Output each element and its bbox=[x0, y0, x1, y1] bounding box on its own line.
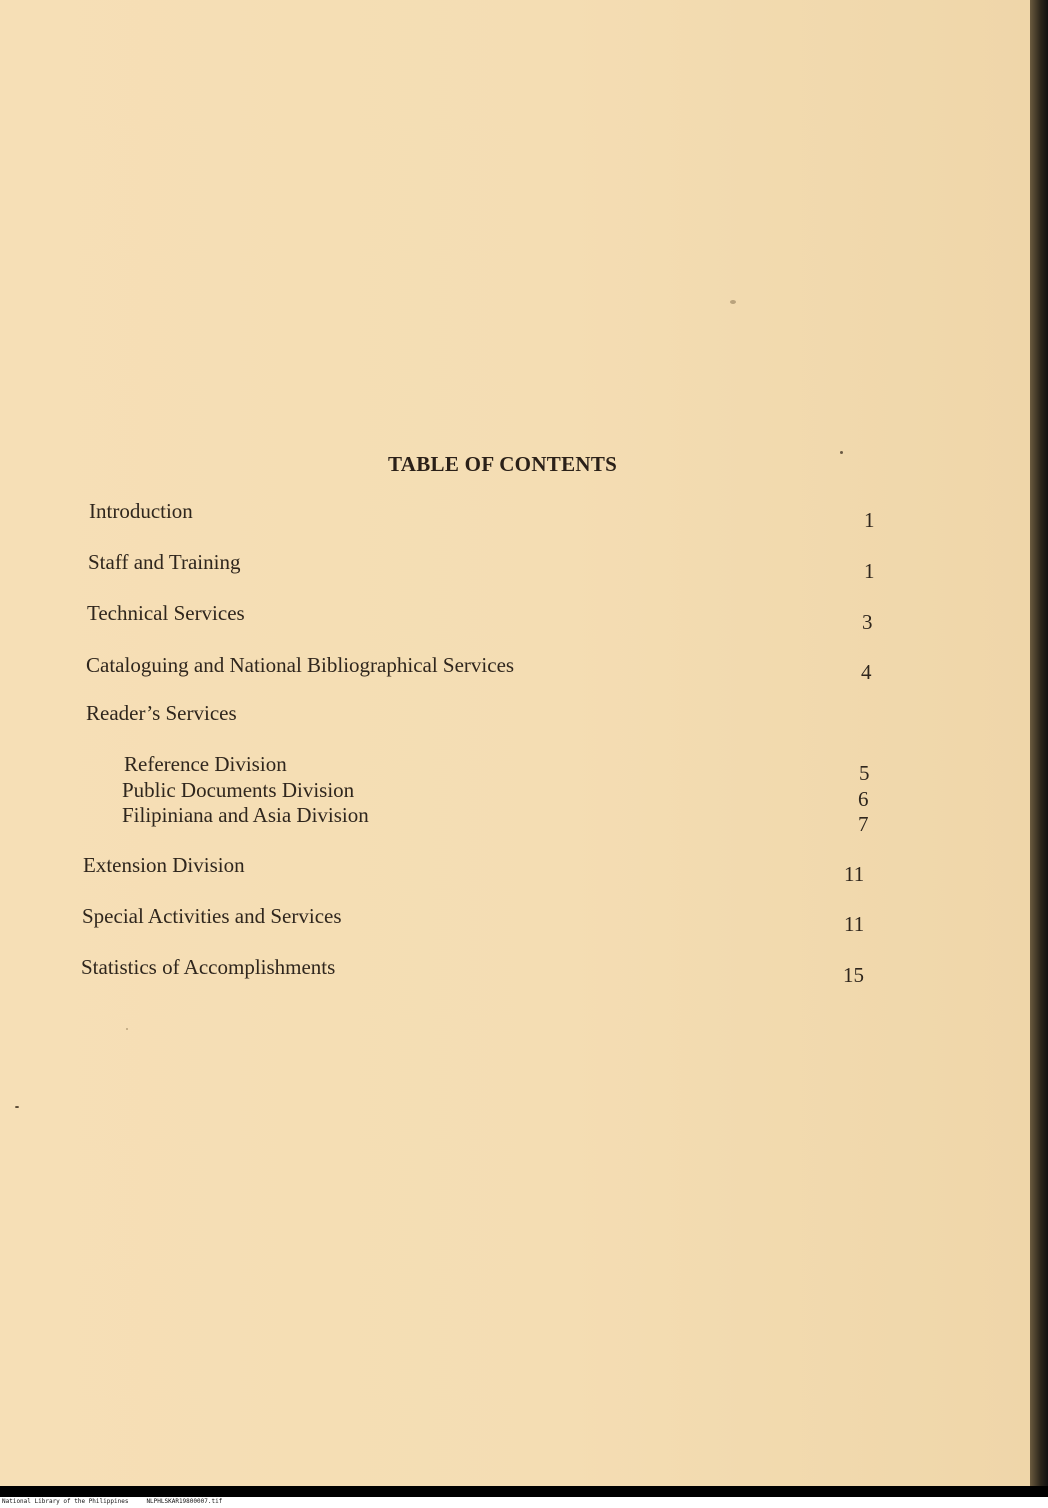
toc-page-technical-services: 3 bbox=[862, 610, 873, 634]
toc-page-reference-division: 5 bbox=[859, 761, 870, 785]
footer-source: National Library of the Philippines bbox=[2, 1498, 129, 1505]
toc-entry-statistics: Statistics of Accomplishments bbox=[81, 955, 336, 979]
page-edge-shadow bbox=[1030, 0, 1048, 1486]
paper-speck bbox=[15, 1106, 19, 1108]
toc-page-public-documents-division: 6 bbox=[858, 787, 869, 811]
toc-page-filipiniana-asia-division: 7 bbox=[858, 812, 869, 836]
toc-entry-technical-services: Technical Services bbox=[87, 601, 245, 625]
toc-entry-reference-division: Reference Division bbox=[124, 752, 287, 776]
toc-entry-cataloguing: Cataloguing and National Bibliographical Services bbox=[86, 653, 515, 677]
footer-caption bbox=[2, 1497, 240, 1506]
toc-entry-special-activities: Special Activities and Services bbox=[82, 904, 342, 928]
toc-page-staff-training: 1 bbox=[864, 559, 875, 583]
paper-speck bbox=[730, 300, 736, 304]
toc-entry-staff-training: Staff and Training bbox=[88, 550, 241, 574]
toc-entry-introduction: Introduction bbox=[89, 499, 193, 523]
toc-entry-filipiniana-asia-division: Filipiniana and Asia Division bbox=[122, 803, 369, 827]
paper-speck bbox=[126, 1028, 128, 1030]
toc-page-cataloguing: 4 bbox=[861, 660, 872, 684]
toc-title: TABLE OF CONTENTS bbox=[388, 452, 618, 476]
toc-page-statistics: 15 bbox=[843, 963, 864, 987]
toc-entry-extension-division: Extension Division bbox=[83, 853, 245, 877]
toc-entry-readers-services: Reader’s Services bbox=[86, 701, 237, 725]
toc-page-special-activities: 11 bbox=[844, 912, 865, 936]
toc-page-introduction: 1 bbox=[864, 508, 875, 532]
scan-footer bbox=[0, 1486, 1048, 1508]
scan-border bbox=[0, 1486, 1048, 1497]
footer-filename: NLPHLSKAR19800007.tif bbox=[146, 1498, 223, 1505]
toc-entry-public-documents-division: Public Documents Division bbox=[122, 778, 355, 802]
paper-speck bbox=[840, 451, 843, 454]
toc-page-extension-division: 11 bbox=[844, 862, 865, 886]
